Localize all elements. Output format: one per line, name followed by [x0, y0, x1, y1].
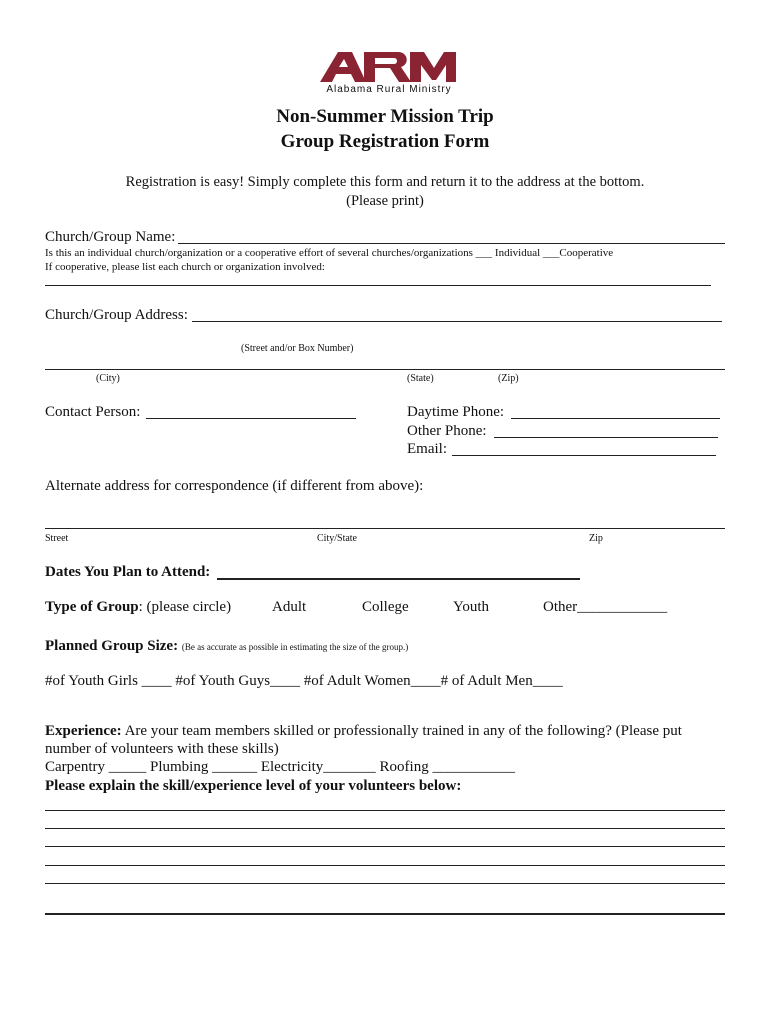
group-type-label: Type of Group — [45, 599, 139, 615]
explain-line-3[interactable] — [45, 846, 725, 847]
other-phone-label: Other Phone: — [407, 423, 487, 439]
church-city-state-zip-field[interactable] — [45, 369, 725, 370]
group-option-other[interactable]: Other____________ — [543, 599, 668, 615]
group-option-college[interactable]: College — [362, 599, 409, 615]
group-option-youth[interactable]: Youth — [453, 599, 489, 615]
zip-hint: (Zip) — [498, 373, 519, 384]
experience-question-2: number of volunteers with these skills) — [45, 741, 279, 757]
alternate-address-field[interactable] — [45, 528, 725, 529]
arm-logo — [318, 48, 458, 84]
alt-citystate-hint: City/State — [317, 533, 357, 544]
email-field[interactable] — [452, 455, 716, 456]
coop-question: Is this an individual church/organization or a cooperative effort of several churches/organizations ___ Individual ___Cooperative — [45, 247, 614, 259]
logo-subtitle: Alabama Rural Ministry — [326, 84, 452, 95]
explain-line-5[interactable] — [45, 883, 725, 884]
church-name-field[interactable] — [178, 243, 725, 244]
church-street-field[interactable] — [192, 321, 722, 322]
bottom-rule — [45, 913, 725, 915]
explain-label: Please explain the skill/experience level of your volunteers below: — [45, 778, 462, 794]
explain-line-1[interactable] — [45, 810, 725, 811]
alternate-address-label: Alternate address for correspondence (if different from above): — [45, 478, 424, 494]
dates-label: Dates You Plan to Attend: — [45, 564, 211, 580]
experience-row — [45, 723, 682, 740]
dates-field[interactable] — [217, 578, 580, 580]
group-type-row — [45, 599, 231, 616]
group-option-adult[interactable]: Adult — [272, 599, 307, 615]
coop-list-field[interactable] — [45, 285, 711, 286]
alt-street-hint: Street — [45, 533, 69, 544]
alt-zip-hint: Zip — [589, 533, 603, 544]
experience-question: Are your team members skilled or professionally trained in any of the following? (Please put — [121, 723, 682, 739]
title-line-1: Non-Summer Mission Trip — [276, 106, 494, 127]
experience-label: Experience: — [45, 723, 122, 739]
explain-line-2[interactable] — [45, 828, 725, 829]
group-size-counts[interactable]: #of Youth Girls ____ #of Youth Guys____ #of Adult Women____# of Adult Men____ — [45, 673, 563, 689]
intro-text: Registration is easy! Simply complete this form and return it to the address at the bottom. — [125, 174, 645, 190]
group-size-row — [45, 638, 408, 655]
title-line-2: Group Registration Form — [280, 131, 490, 152]
city-hint: (City) — [96, 373, 120, 384]
intro-print-note: (Please print) — [346, 193, 424, 209]
email-label: Email: — [407, 441, 447, 457]
group-size-label: Planned Group Size: — [45, 638, 179, 654]
group-type-instruction: : (please circle) — [138, 599, 232, 615]
explain-line-4[interactable] — [45, 865, 725, 866]
group-size-note: (Be as accurate as possible in estimating the size of the group.) — [181, 642, 409, 652]
contact-person-field[interactable] — [146, 418, 356, 419]
street-hint: (Street and/or Box Number) — [241, 343, 354, 354]
church-address-label: Church/Group Address: — [45, 307, 188, 323]
daytime-phone-field[interactable] — [511, 418, 720, 419]
state-hint: (State) — [407, 373, 434, 384]
other-phone-field[interactable] — [494, 437, 718, 438]
coop-note: If cooperative, please list each church or organization involved: — [45, 261, 325, 273]
contact-person-label: Contact Person: — [45, 404, 141, 420]
daytime-phone-label: Daytime Phone: — [407, 404, 505, 420]
skills-row[interactable]: Carpentry _____ Plumbing ______ Electricity_______ Roofing ___________ — [45, 759, 515, 775]
church-name-label: Church/Group Name: — [45, 229, 176, 245]
